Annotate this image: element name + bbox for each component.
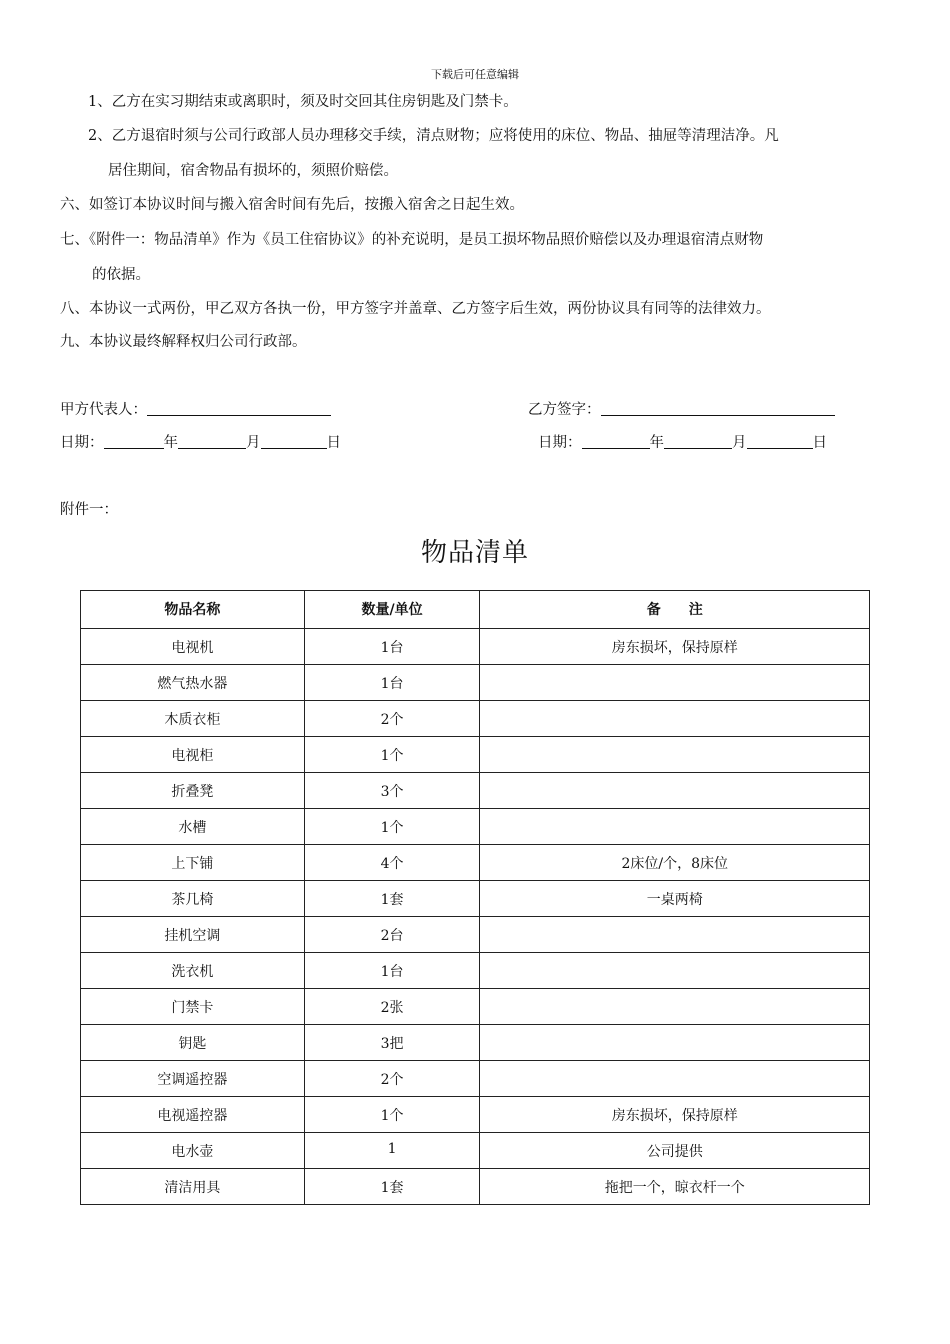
attachment-label: 附件一： — [60, 502, 118, 518]
table-row — [81, 809, 870, 845]
party-b-date — [538, 431, 827, 452]
cell-item-name: 燃气热水器 — [81, 665, 305, 701]
cell-item-name: 电视柜 — [81, 737, 305, 773]
year-label: 年 — [649, 435, 664, 451]
cell-item-name: 水槽 — [81, 809, 305, 845]
cell-remarks: 房东损坏，保持原样 — [480, 1097, 870, 1133]
cell-remarks — [480, 953, 870, 989]
table-row — [81, 629, 870, 665]
month-label: 月 — [732, 435, 747, 451]
cell-quantity: 1个 — [304, 737, 480, 773]
cell-remarks — [480, 1025, 870, 1061]
cell-quantity: 2台 — [304, 917, 480, 953]
header-remarks: 备 注 — [480, 591, 870, 629]
clause-6: 六、如签订本协议时间与搬入宿舍时间有先后，按搬入宿舍之日起生效。 — [60, 197, 524, 213]
party-b-signature — [528, 398, 835, 419]
table-row — [81, 1169, 870, 1205]
cell-item-name: 茶几椅 — [81, 881, 305, 917]
cell-item-name: 挂机空调 — [81, 917, 305, 953]
cell-quantity: 3个 — [304, 773, 480, 809]
day-blank[interactable] — [261, 434, 327, 449]
cell-remarks: 拖把一个，晾衣杆一个 — [480, 1169, 870, 1205]
table-row — [81, 1061, 870, 1097]
year-blank[interactable] — [582, 434, 650, 449]
party-a-signature-line[interactable] — [147, 401, 331, 416]
cell-quantity: 1个 — [304, 809, 480, 845]
cell-item-name: 空调遥控器 — [81, 1061, 305, 1097]
year-blank[interactable] — [104, 434, 164, 449]
cell-quantity: 1台 — [304, 629, 480, 665]
cell-quantity: 1 — [304, 1133, 480, 1169]
items-table — [80, 590, 870, 1205]
cell-item-name: 门禁卡 — [81, 989, 305, 1025]
clause-7-line1: 七、《附件一：物品清单》作为《员工住宿协议》的补充说明，是员工损坏物品照价赔偿以及办理退宿清点财物 — [60, 232, 764, 248]
cell-remarks: 一桌两椅 — [480, 881, 870, 917]
cell-item-name: 上下铺 — [81, 845, 305, 881]
table-row — [81, 1025, 870, 1061]
cell-remarks — [480, 989, 870, 1025]
cell-remarks: 房东损坏，保持原样 — [480, 629, 870, 665]
day-blank[interactable] — [747, 434, 813, 449]
clause-8: 八、本协议一式两份，甲乙双方各执一份，甲方签字并盖章、乙方签字后生效，两份协议具有同等的法律效力。 — [60, 301, 771, 317]
cell-quantity: 1个 — [304, 1097, 480, 1133]
cell-remarks: 公司提供 — [480, 1133, 870, 1169]
cell-item-name: 电视机 — [81, 629, 305, 665]
header-quantity: 数量/单位 — [304, 591, 480, 629]
cell-quantity: 4个 — [304, 845, 480, 881]
party-b-signature-line[interactable] — [601, 401, 835, 416]
cell-item-name: 钥匙 — [81, 1025, 305, 1061]
table-row — [81, 701, 870, 737]
cell-quantity: 1台 — [304, 953, 480, 989]
cell-item-name: 洗衣机 — [81, 953, 305, 989]
header-item-name: 物品名称 — [81, 591, 305, 629]
party-a-date — [60, 431, 341, 452]
cell-remarks — [480, 917, 870, 953]
day-label: 日 — [812, 435, 827, 451]
table-row — [81, 845, 870, 881]
table-row — [81, 1133, 870, 1169]
party-a-label: 甲方代表人： — [60, 402, 147, 418]
cell-remarks: 2床位/个，8床位 — [480, 845, 870, 881]
cell-remarks — [480, 665, 870, 701]
month-label: 月 — [246, 435, 261, 451]
date-label: 日期： — [60, 435, 104, 451]
clause-2-line2: 居住期间，宿舍物品有损坏的，须照价赔偿。 — [108, 163, 398, 179]
table-row — [81, 773, 870, 809]
cell-remarks — [480, 1061, 870, 1097]
table-row — [81, 737, 870, 773]
cell-remarks — [480, 701, 870, 737]
clause-2-line1: 2、乙方退宿时须与公司行政部人员办理移交手续，清点财物；应将使用的床位、物品、抽屉等清理洁净。凡 — [88, 128, 779, 144]
date-label: 日期： — [538, 435, 582, 451]
cell-quantity: 3把 — [304, 1025, 480, 1061]
cell-item-name: 折叠凳 — [81, 773, 305, 809]
cell-item-name: 木质衣柜 — [81, 701, 305, 737]
cell-item-name: 电视遥控器 — [81, 1097, 305, 1133]
table-row — [81, 953, 870, 989]
cell-remarks — [480, 773, 870, 809]
cell-item-name: 电水壶 — [81, 1133, 305, 1169]
month-blank[interactable] — [178, 434, 246, 449]
table-row — [81, 881, 870, 917]
cell-quantity: 2个 — [304, 1061, 480, 1097]
clause-1: 1、乙方在实习期结束或离职时，须及时交回其住房钥匙及门禁卡。 — [88, 94, 518, 110]
cell-quantity: 2个 — [304, 701, 480, 737]
cell-quantity: 2张 — [304, 989, 480, 1025]
party-b-label: 乙方签字： — [528, 402, 601, 418]
cell-quantity: 1套 — [304, 881, 480, 917]
table-row — [81, 989, 870, 1025]
table-row — [81, 1097, 870, 1133]
list-title: 物品清单 — [420, 538, 529, 568]
party-a-signature — [60, 398, 331, 419]
table-header-row — [81, 591, 870, 629]
year-label: 年 — [163, 435, 178, 451]
month-blank[interactable] — [664, 434, 732, 449]
header-note: 下载后可任意编辑 — [431, 68, 519, 81]
cell-item-name: 清洁用具 — [81, 1169, 305, 1205]
day-label: 日 — [326, 435, 341, 451]
table-row — [81, 665, 870, 701]
cell-quantity: 1套 — [304, 1169, 480, 1205]
table-row — [81, 917, 870, 953]
cell-quantity: 1台 — [304, 665, 480, 701]
clause-9: 九、本协议最终解释权归公司行政部。 — [60, 334, 307, 350]
cell-remarks — [480, 809, 870, 845]
clause-7-line2: 的依据。 — [92, 267, 150, 283]
cell-remarks — [480, 737, 870, 773]
